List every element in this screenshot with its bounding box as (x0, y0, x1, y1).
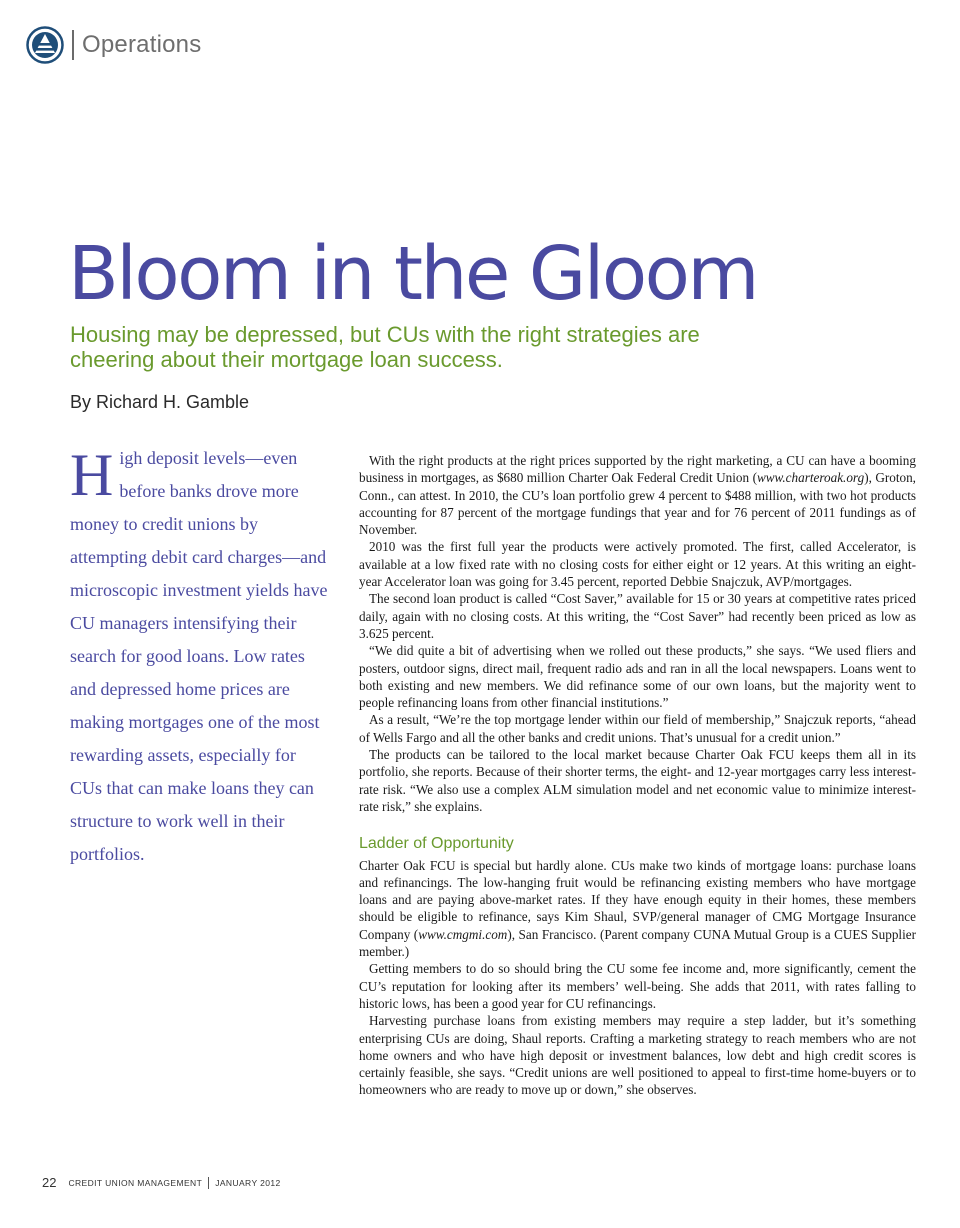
body-paragraph: 2010 was the first full year the products were actively promoted. The first, called Accelerator, is available at a low fixed rate with no closing costs for either eight or 12 years. At this writing an eight-year Accelerator loan was going for 3.45 percent, reported Debbie Snajczuk, AVP/mortgages. (359, 539, 916, 590)
body-paragraph: As a result, “We’re the top mortgage lender within our field of membership,” Snajczuk reports, “ahead of Wells Fargo and all the other banks and credit unions. That’s unusual for a credit union.” (359, 712, 916, 745)
body-paragraph: Harvesting purchase loans from existing members may require a step ladder, but it’s something enterprising CUs are doing, Shaul reports. Crafting a marketing strategy to reach members who are not home owners and who have high deposit or investment balances, low debt and high credit scores is certainly feasible, she says. “Credit unions are well positioned to appeal to first-time home-buyers or to homeowners who are ready to move up or down,” she observes. (359, 1013, 916, 1098)
body-paragraph: “We did quite a bit of advertising when we rolled out these products,” she says. “We used fliers and posters, outdoor signs, direct mail, frequent radio ads and ran in all the local newspapers. Loans went to both existing and new members. We did refinance some of our own loans, but the majority went to people refinancing loans from other financial institutions.” (359, 643, 916, 711)
drop-cap: H (70, 442, 114, 508)
header-divider (72, 30, 74, 60)
body-text: With the right products at the right prices supported by the right marketing, a CU can have a booming business in mortgages, as $680 million Charter Oak Federal Credit Union ( (359, 453, 916, 486)
body-text: ), Groton, Conn., can attest. In 2010, the CU’s loan portfolio grew 4 percent to $488 million, with two hot products accounting for 87 percent of the mortgage fundings that year and for 76 percent of 2011 fundings as of November. (359, 470, 916, 538)
subheading: Ladder of Opportunity (359, 835, 514, 853)
publication-name: CREDIT UNION MANAGEMENT (68, 1177, 203, 1188)
intro-text: igh deposit levels—even before banks drove more money to credit unions by attempting debit card charges—and microscopic investment yields have CU managers intensifying their search for good loans. Low rates and depressed home prices are making mortgages one of the most rewarding assets, especially for CUs that can make loans they can structure to work well in their portfolios. (70, 448, 328, 864)
body-text: ), San Francisco. (Parent company CUNA Mutual Group is a CUES Supplier member.) (359, 926, 916, 960)
issue-date: JANUARY 2012 (215, 1177, 281, 1188)
page-number: 22 (42, 1175, 57, 1190)
byline: By Richard H. Gamble (70, 392, 250, 412)
body-paragraph: The second loan product is called “Cost Saver,” available for 15 or 30 years at competitive rates priced daily, again with no closing costs. At this writing, the “Cost Saver” had recently been priced as low as 3.625 percent. (359, 591, 916, 641)
body-paragraph: Getting members to do so should bring the CU some fee income and, more significantly, cement the CU’s reputation for looking after its members’ well-being. She adds that 2011, with rates falling to historic lows, has been a good year for CU refinancings. (359, 961, 916, 1011)
footer-divider (208, 1177, 209, 1189)
intro-paragraph (70, 442, 328, 871)
cues-logo-icon (26, 26, 64, 64)
body-text: Charter Oak FCU is special but hardly alone. CUs make two kinds of mortgage loans: purchase loans and refinancings. The low-hanging fruit would be refinancing existing members who have mortgage loans and are paying above-market rates. If they have enough equity in their homes, these members should be eligible to refinance, says Kim Shaul, SVP/general manager of CMG Mortgage Insurance Company ( (359, 857, 916, 942)
section-label: Operations (82, 31, 202, 58)
page-footer (42, 1175, 281, 1190)
cmgmi-link[interactable]: www.cmgmi.com (418, 926, 508, 942)
body-paragraph: The products can be tailored to the local market because Charter Oak FCU keeps them all in its portfolio, she reports. Because of their shorter terms, the eight- and 12-year mortgages carry less interest-rate risk. “We also use a complex ALM simulation model and net economic value to minimize interest-rate risk,” she explains. (359, 747, 916, 814)
charteroak-link[interactable]: www.charteroak.org (756, 470, 865, 486)
article-title: Bloom in the Gloom (68, 231, 757, 317)
article-body (359, 452, 916, 1099)
section-header (26, 26, 201, 64)
body-paragraph (359, 452, 916, 538)
body-paragraph (359, 857, 916, 961)
article-subtitle: Housing may be depressed, but CUs with the right strategies are cheering about their mortgage loan success. (70, 322, 700, 372)
